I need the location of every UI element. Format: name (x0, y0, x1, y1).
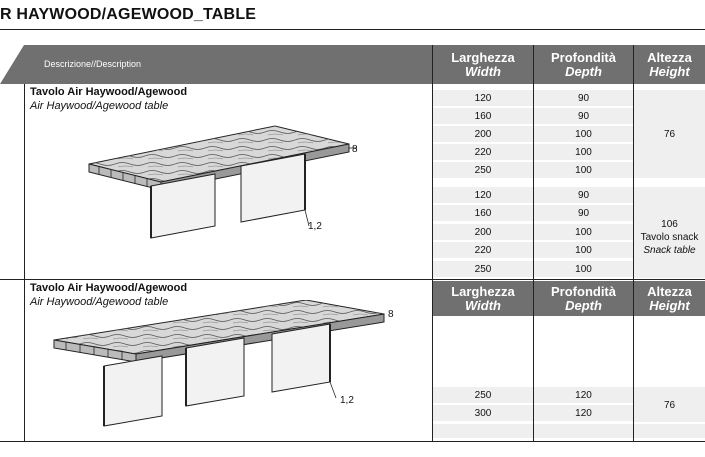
depth-header-it: Profondità (551, 50, 616, 65)
section1-dim-top: 8 (352, 144, 358, 155)
section2-depth-header-it: Profondità (551, 284, 616, 299)
section1-dim-leg: 1,2 (308, 221, 322, 232)
depth-cell: 90 (534, 187, 633, 203)
section2-subtitle: Air Haywood/Agewood table (30, 296, 169, 308)
width-header (433, 45, 533, 84)
width-cell: 120 (433, 187, 533, 203)
section1-name: Tavolo Air Haywood/Agewood (30, 86, 188, 98)
depth-header-en: Depth (565, 64, 602, 79)
height-header-en: Height (649, 64, 690, 79)
width-cell: 300 (433, 405, 533, 421)
depth-cell: 100 (534, 126, 633, 142)
section1-height-b-en: Snack table (643, 245, 696, 256)
depth-cell: 100 (534, 224, 633, 240)
section-separator (0, 279, 705, 280)
depth-cell: 100 (534, 242, 633, 258)
depth-cell: 100 (534, 162, 633, 178)
col-line-1 (432, 45, 433, 442)
width-cell: 200 (433, 126, 533, 142)
section2-width-header (433, 281, 533, 316)
section2-empty-h (634, 424, 705, 438)
section2-height-header-en: Height (649, 298, 690, 313)
table-drawing-2 (50, 300, 390, 438)
depth-cell: 100 (534, 261, 633, 277)
section2-width-header-it: Larghezza (451, 284, 515, 299)
section1-height-b: 106 (661, 219, 678, 230)
depth-cell: 120 (534, 405, 633, 421)
width-cell: 220 (433, 242, 533, 258)
depth-cell: 120 (534, 387, 633, 403)
section2-height-header (634, 281, 705, 316)
section2-name: Tavolo Air Haywood/Agewood (30, 282, 188, 294)
description-header-label: Descrizione//Description (44, 59, 142, 69)
section2-depth-header-en: Depth (565, 298, 602, 313)
left-border (24, 84, 25, 442)
depth-cell: 100 (534, 144, 633, 160)
section1-height-a: 76 (663, 129, 676, 140)
width-cell: 200 (433, 224, 533, 240)
section2-empty-d (534, 424, 633, 438)
page-title: R HAYWOOD/AGEWOOD_TABLE (0, 6, 257, 23)
section2-dim-leg: 1,2 (340, 395, 354, 406)
section2-depth-header (534, 281, 633, 316)
section2-width-header-en: Width (465, 298, 501, 313)
section1-height-b-it: Tavolo snack (640, 232, 699, 243)
section1-subtitle: Air Haywood/Agewood table (30, 100, 169, 112)
width-cell: 250 (433, 162, 533, 178)
section2-empty-w (433, 424, 533, 438)
width-header-en: Width (465, 64, 501, 79)
section1-height-b-block (634, 218, 705, 257)
description-header (0, 45, 432, 84)
depth-cell: 90 (534, 90, 633, 106)
title-rule (0, 29, 705, 30)
width-header-it: Larghezza (451, 50, 515, 65)
section2-dim-top: 8 (388, 309, 394, 320)
height-header-it: Altezza (647, 50, 692, 65)
width-cell: 120 (433, 90, 533, 106)
col-line-3 (633, 45, 634, 442)
section2-height-header-it: Altezza (647, 284, 692, 299)
section2-height: 76 (663, 400, 676, 411)
bottom-border (0, 441, 705, 442)
depth-header (534, 45, 633, 84)
width-cell: 160 (433, 108, 533, 124)
header-notch (0, 45, 24, 84)
width-cell: 160 (433, 205, 533, 221)
depth-cell: 90 (534, 108, 633, 124)
depth-cell: 90 (534, 205, 633, 221)
width-cell: 250 (433, 387, 533, 403)
col-line-2 (533, 45, 534, 442)
width-cell: 220 (433, 144, 533, 160)
width-cell: 250 (433, 261, 533, 277)
height-header (634, 45, 705, 84)
table-drawing-1 (85, 120, 365, 245)
